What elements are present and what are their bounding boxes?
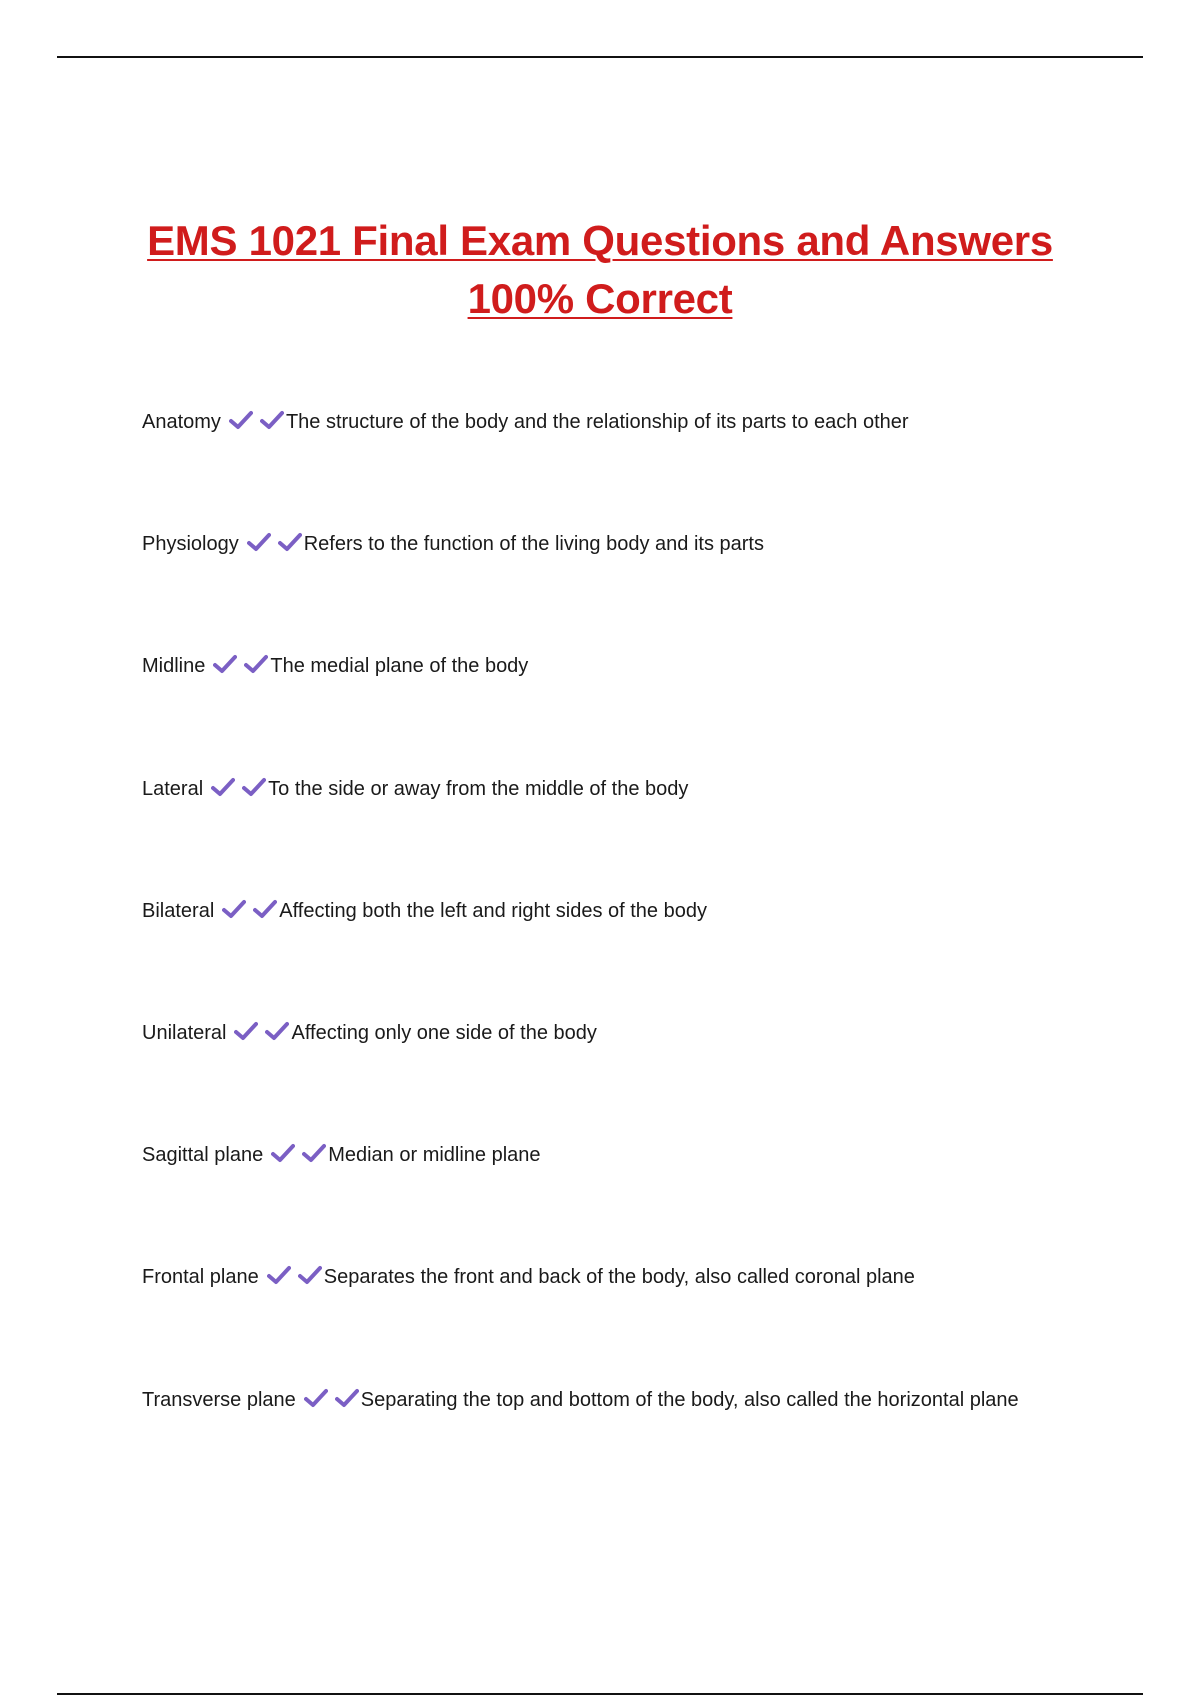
entry-term: Midline (142, 655, 206, 677)
title-line-2: 100% Correct (467, 275, 733, 322)
entry-term: Frontal plane (142, 1266, 259, 1288)
entry-term: Sagittal plane (142, 1144, 264, 1166)
checkmark-icon (265, 1020, 289, 1042)
checkmark-icon (271, 1142, 295, 1164)
footer-rule (57, 1693, 1143, 1695)
entry-term: Anatomy (142, 411, 221, 433)
entry-definition: Affecting both the left and right sides of the body (279, 900, 707, 922)
checkmark-icon (298, 1264, 322, 1286)
checkmark-icon (267, 1264, 291, 1286)
checkmark-icon (211, 776, 235, 798)
entry-unilateral (142, 1011, 1062, 1055)
checkmark-icon (213, 653, 237, 675)
document-title (0, 212, 1200, 328)
checkmark-icon (253, 898, 277, 920)
checkmark-icon (260, 409, 284, 431)
entry-frontal-plane (142, 1255, 1062, 1299)
checkmark-icon (242, 776, 266, 798)
entry-term: Bilateral (142, 900, 215, 922)
entry-term: Unilateral (142, 1022, 227, 1044)
entry-term: Transverse plane (142, 1389, 296, 1411)
entry-definition: Affecting only one side of the body (291, 1022, 597, 1044)
checkmark-icon (247, 531, 271, 553)
entry-sagittal-plane (142, 1133, 1062, 1177)
entry-definition: The medial plane of the body (270, 655, 529, 677)
entry-term: Lateral (142, 778, 204, 800)
entry-definition: Refers to the function of the living body and its parts (303, 533, 764, 555)
entry-physiology (142, 522, 1062, 566)
entry-definition: Separates the front and back of the body, also called coronal plane (323, 1266, 915, 1288)
entry-bilateral (142, 889, 1062, 933)
checkmark-icon (229, 409, 253, 431)
entry-term: Physiology (142, 533, 239, 555)
entry-definition: Median or midline plane (328, 1144, 541, 1166)
checkmark-icon (335, 1387, 359, 1409)
checkmark-icon (304, 1387, 328, 1409)
checkmark-icon (244, 653, 268, 675)
entry-transverse-plane (142, 1378, 1062, 1422)
header-rule (57, 56, 1143, 58)
checkmark-icon (302, 1142, 326, 1164)
entry-definition: To the side or away from the middle of the body (268, 778, 689, 800)
title-line-1: EMS 1021 Final Exam Questions and Answers (147, 217, 1053, 264)
entry-definition: The structure of the body and the relationship of its parts to each other (285, 411, 909, 433)
checkmark-icon (278, 531, 302, 553)
checkmark-icon (222, 898, 246, 920)
entry-definition: Separating the top and bottom of the body, also called the horizontal plane (360, 1389, 1019, 1411)
entry-lateral (142, 767, 1062, 811)
entry-anatomy (142, 400, 1062, 444)
entry-midline (142, 644, 1062, 688)
checkmark-icon (234, 1020, 258, 1042)
